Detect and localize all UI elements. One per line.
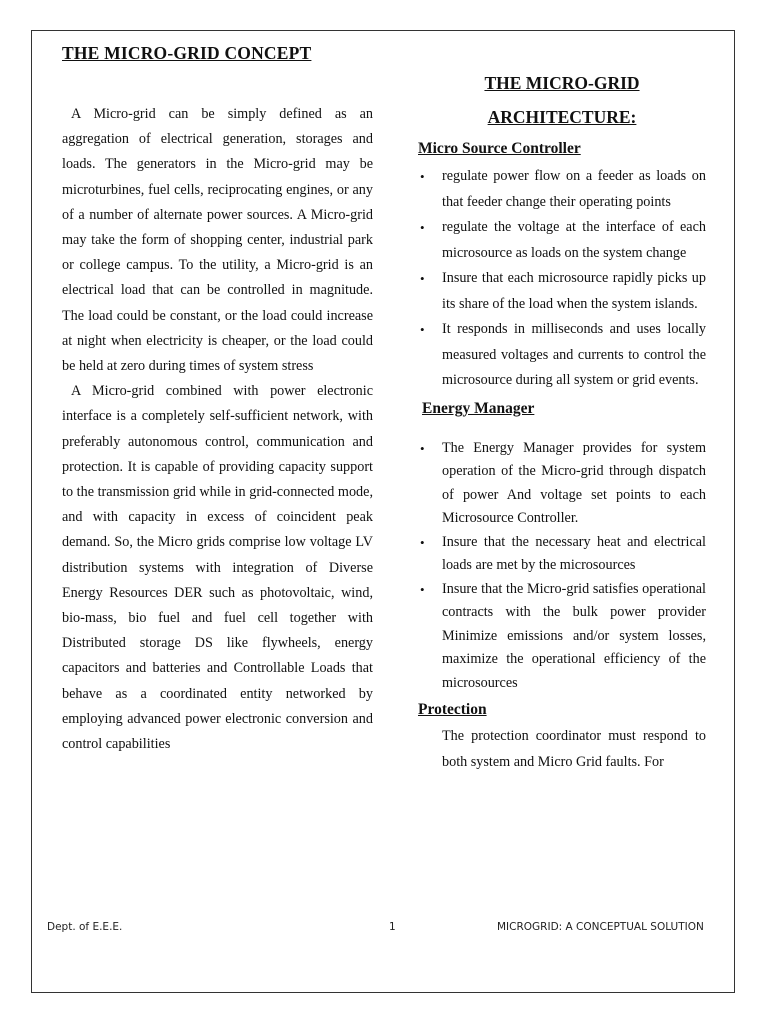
architecture-title <box>418 66 706 134</box>
list-item: • Insure that the necessary heat and electrical loads are met by the microsources <box>418 531 706 578</box>
list-item: • Insure that each microsource rapidly picks up its share of the load when the system islands. <box>418 266 706 317</box>
left-column <box>62 43 373 757</box>
footer-page-number: 1 <box>389 921 396 933</box>
protection-text: The protection coordinator must respond to both system and Micro Grid faults. For <box>442 728 706 770</box>
footer-document-title: MICROGRID: A CONCEPTUAL SOLUTION <box>497 921 704 933</box>
energy-manager-list <box>418 437 706 696</box>
concept-paragraph-1: A Micro-grid can be simply defined as an aggregation of electrical generation, storages and loads. The generators in the Micro-grid may be microturbines, fuel cells, reciprocating engines, or any of a number of alternate power sources. A Micro-grid may take the form of shopping center, industrial park or college campus. To the utility, a Micro-grid is an electrical load that can be controlled in magnitude. The load could be constant, or the load could increase at night when electricity is cheaper, or the load could be held at zero during times of system stress <box>62 106 373 375</box>
list-item: • regulate power flow on a feeder as loads on that feeder change their operating points <box>418 164 706 215</box>
list-item: • Insure that the Micro-grid satisfies operational contracts with the bulk power provider Minimize emissions and/or system losses, maximize the operational efficiency of the microsources <box>418 578 706 696</box>
micro-source-controller-list <box>418 164 706 394</box>
list-item: • It responds in milliseconds and uses locally measured voltages and currents to control the microsource during all system or grid events. <box>418 317 706 394</box>
protection-heading <box>396 699 706 721</box>
architecture-title-line-2: ARCHITECTURE: <box>487 107 637 127</box>
list-item: • The Energy Manager provides for system operation of the Micro-grid through dispatch of power And voltage set points to each Microsource Controller. <box>418 437 706 531</box>
micro-source-controller-heading: Micro Source Controller <box>418 140 581 157</box>
architecture-title-line-1: THE MICRO-GRID <box>484 73 640 93</box>
right-column <box>418 66 706 775</box>
concept-paragraph-2: A Micro-grid combined with power electronic interface is a completely self-sufficient network, with preferably autonomous control, communication and protection. It is capable of providing capacity support to the transmission grid while in grid-connected mode, and with capacity in excess of coincident peak demand. So, the Micro grids comprise low voltage LV distribution systems with integration of Diverse Energy Resources DER such as photovoltaic, wind, bio-mass, bio fuel and fuel cell together with Distributed storage DS like flywheels, energy capacitors and batteries and Controllable Loads that behave as a coordinated entity networked by employing advanced power electronic conversion and control capabilities <box>62 383 373 753</box>
energy-manager-heading: Energy Manager <box>422 399 535 417</box>
concept-title: THE MICRO-GRID CONCEPT <box>62 43 312 63</box>
footer-department: Dept. of E.E.E. <box>47 921 123 933</box>
protection-heading-text: Protection <box>418 701 487 718</box>
list-item: • regulate the voltage at the interface of each microsource as loads on the system change <box>418 215 706 266</box>
